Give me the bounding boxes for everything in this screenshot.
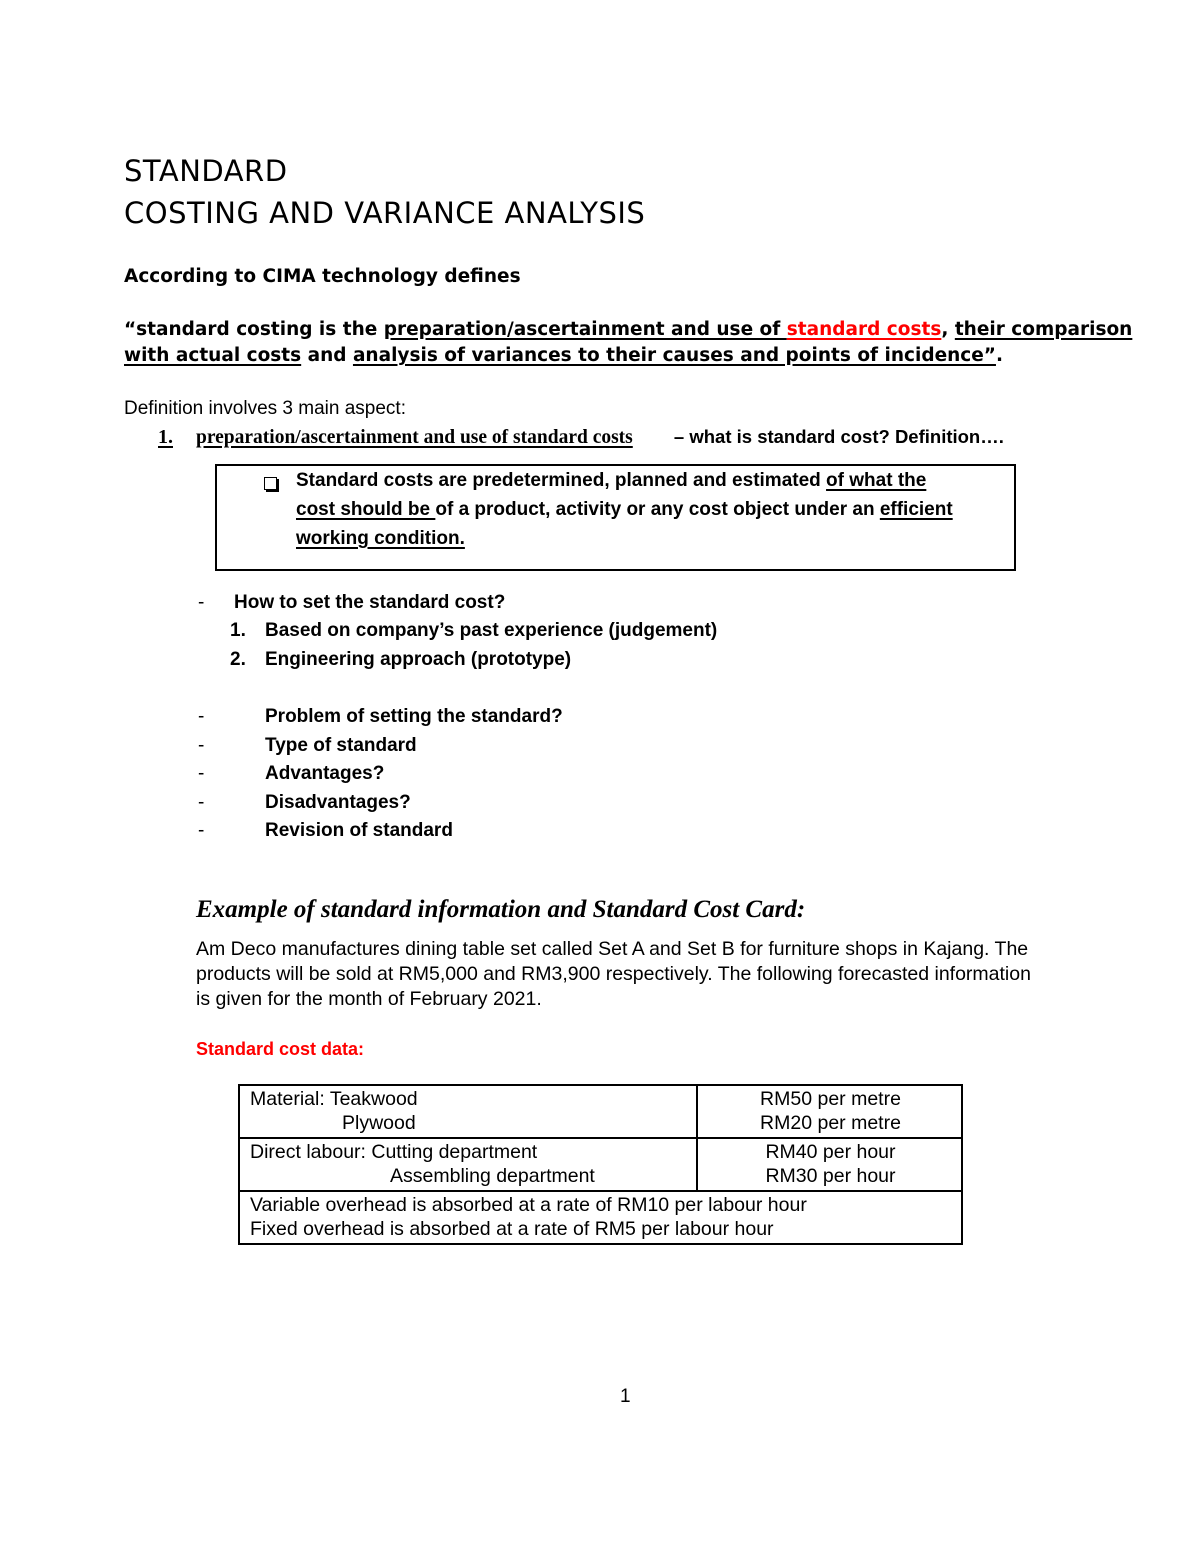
table-row [239, 1138, 962, 1191]
fixed-overhead: Fixed overhead is absorbed at a rate of RM5 per labour hour [250, 1218, 774, 1240]
material-label: Material: Teakwood [250, 1088, 418, 1110]
quote-line-1 [124, 319, 1132, 340]
quote-part: “standard costing is the [124, 319, 384, 340]
quote-part-underlined: their comparison [954, 319, 1133, 340]
assembling-label: Assembling department [390, 1165, 595, 1187]
bullet-revision: Revision of standard [265, 820, 453, 841]
quote-part-underlined: analysis of variances to their causes and points of incidence” [352, 345, 996, 366]
quote-part: and [301, 345, 353, 366]
quote-part: , [941, 319, 955, 340]
bullet-dash: - [198, 820, 205, 841]
quote-standard-costs: standard costs [786, 319, 942, 340]
example-para-line-3: is given for the month of February 2021. [196, 988, 542, 1010]
how-to-item-2-num: 2. [230, 649, 246, 670]
plywood-rate: RM20 per metre [760, 1112, 901, 1134]
bullet-dash: - [198, 735, 205, 756]
example-para-line-1: Am Deco manufactures dining table set called Set A and Set B for furniture shops in Kajang. The [196, 938, 1029, 960]
bullet-type: Type of standard [265, 735, 417, 756]
aspect-1-rest: – what is standard cost? Definition…. [668, 426, 1004, 447]
example-para-line-2: products will be sold at RM5,000 and RM3,900 respectively. The following forecasted information [196, 963, 1031, 985]
intro-text: According to CIMA technology defines [124, 266, 521, 287]
bullet-dash: - [198, 763, 205, 784]
title-line-2: COSTING AND VARIANCE ANALYSIS [124, 196, 646, 230]
labour-label: Direct labour: Cutting department [250, 1141, 538, 1163]
box-line-1: Standard costs are predetermined, planned and estimated of what the [296, 470, 927, 491]
overhead-cell [239, 1191, 962, 1244]
plywood-label: Plywood [342, 1112, 416, 1134]
table-row [239, 1191, 962, 1244]
material-rate-cell [697, 1085, 962, 1138]
teakwood-rate: RM50 per metre [760, 1088, 901, 1110]
table-row [239, 1085, 962, 1138]
bullet-dash: - [198, 792, 205, 813]
bullet-dash: - [198, 706, 205, 727]
how-to-item-1: Based on company’s past experience (judgement) [265, 620, 718, 641]
box-line-2: cost should be of a product, activity or any cost object under an efficient [296, 499, 953, 520]
labour-cell [239, 1138, 697, 1191]
page-number: 1 [620, 1386, 631, 1407]
variable-overhead: Variable overhead is absorbed at a rate of RM10 per labour hour [250, 1194, 807, 1216]
assembling-rate: RM30 per hour [765, 1165, 896, 1187]
how-to-item-2: Engineering approach (prototype) [265, 649, 572, 670]
aspect-1-number: 1. [158, 426, 173, 448]
standard-cost-table [238, 1084, 963, 1245]
how-to-item-1-num: 1. [230, 620, 246, 641]
bullet-advantages: Advantages? [265, 763, 385, 784]
title-line-1: STANDARD [124, 154, 288, 188]
how-to-heading: How to set the standard cost? [234, 592, 506, 613]
quote-line-2 [124, 345, 1003, 366]
bullet-disadvantages: Disadvantages? [265, 792, 411, 813]
box-line-3: working condition. [296, 528, 465, 549]
cutting-rate: RM40 per hour [765, 1141, 896, 1163]
quote-part-underlined: with actual costs [124, 345, 302, 366]
labour-rate-cell [697, 1138, 962, 1191]
aspect-1-text: preparation/ascertainment and use of standard costs [196, 427, 633, 448]
quote-part-underlined: preparation/ascertainment and use of [383, 319, 787, 340]
bullet-problem: Problem of setting the standard? [265, 706, 563, 727]
aspect-1 [196, 426, 1004, 449]
aspects-heading: Definition involves 3 main aspect: [124, 398, 406, 419]
how-to-dash: - [198, 592, 205, 613]
quote-part: . [995, 345, 1003, 366]
example-heading: Example of standard information and Standard Cost Card: [196, 896, 806, 923]
standard-cost-data-label: Standard cost data: [196, 1039, 365, 1059]
material-cell [239, 1085, 697, 1138]
checkbox-bullet-icon [264, 477, 277, 490]
